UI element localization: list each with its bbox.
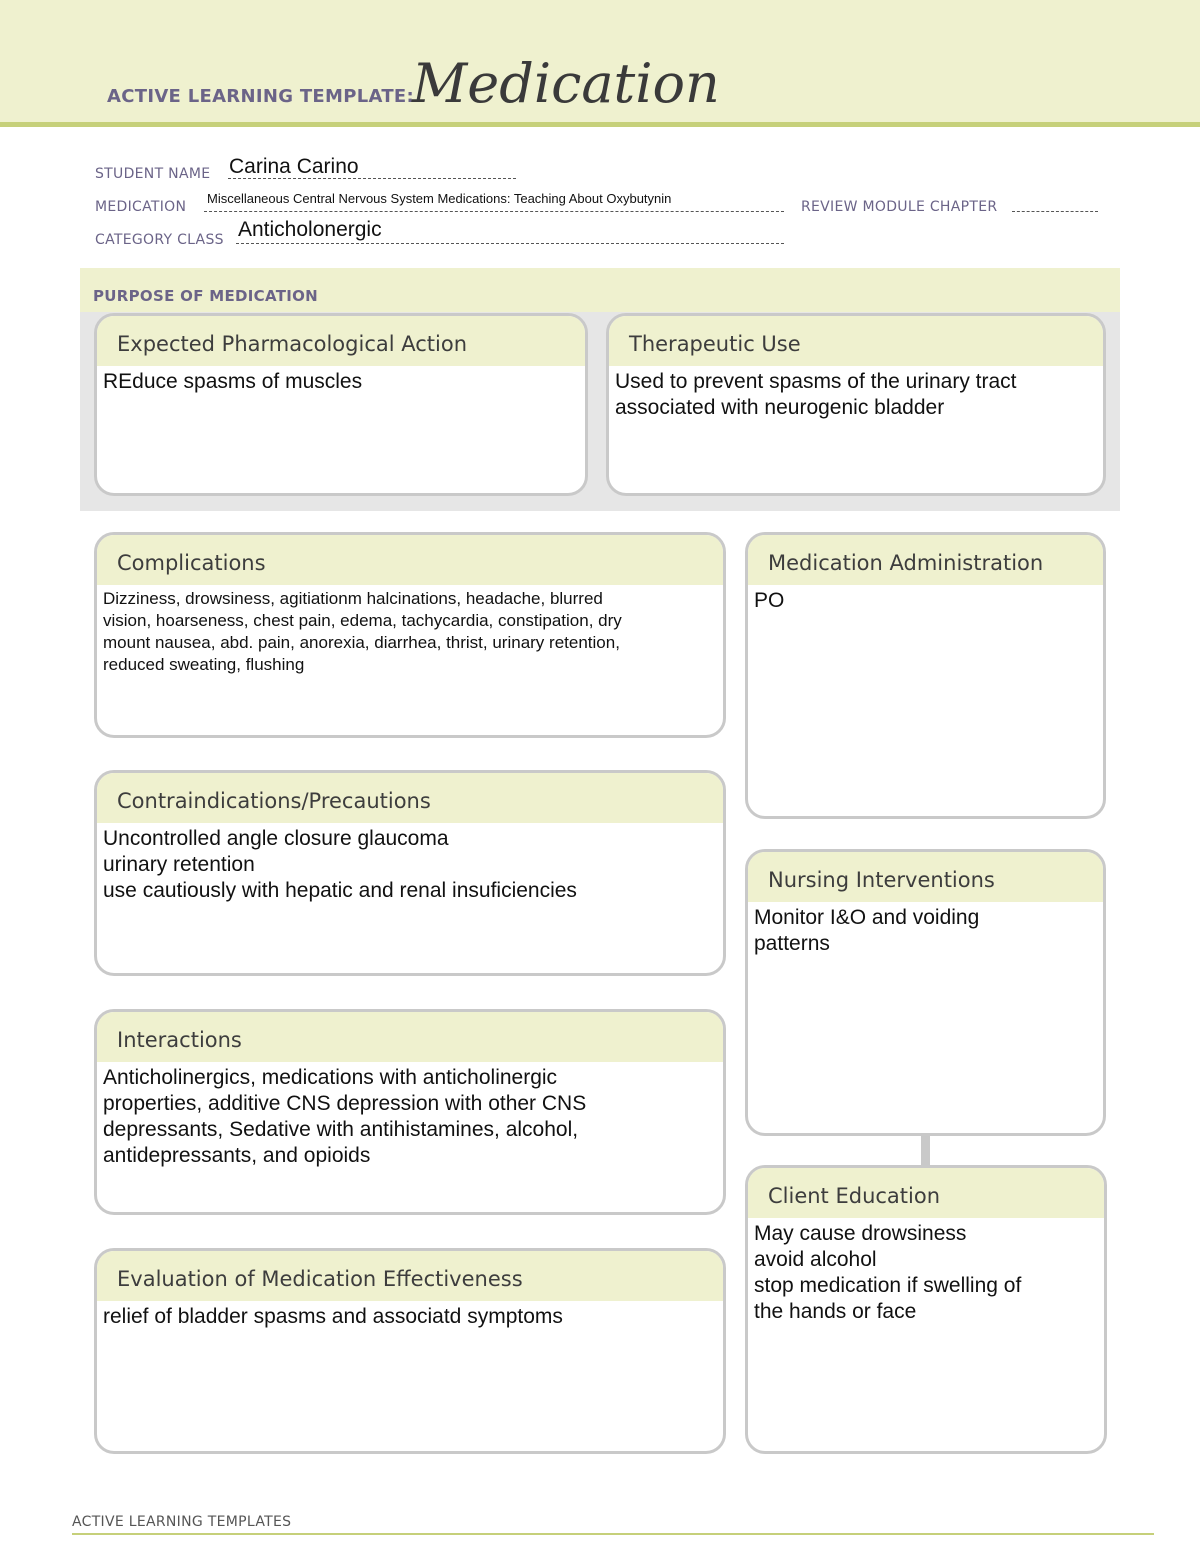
medication-administration-text[interactable]: PO xyxy=(754,589,785,612)
nursing-interventions-box[interactable] xyxy=(745,849,1106,1136)
interactions-box[interactable] xyxy=(94,1009,726,1215)
evaluation-title: Evaluation of Medication Effectiveness xyxy=(97,1251,723,1301)
complications-box[interactable] xyxy=(94,532,726,738)
student-name-underline xyxy=(228,178,516,179)
evaluation-text[interactable]: relief of bladder spasms and associatd symptoms xyxy=(103,1305,563,1328)
therapeutic-use-title: Therapeutic Use xyxy=(609,316,1103,366)
footer-divider xyxy=(72,1533,1154,1535)
complications-title: Complications xyxy=(97,535,723,585)
nursing-interventions-title: Nursing Interventions xyxy=(748,852,1103,902)
interactions-title: Interactions xyxy=(97,1012,723,1062)
contraindications-title: Contraindications/Precautions xyxy=(97,773,723,823)
medication-value[interactable]: Miscellaneous Central Nervous System Medications: Teaching About Oxybutynin xyxy=(207,191,672,206)
template-label: ACTIVE LEARNING TEMPLATE: xyxy=(107,86,414,107)
category-class-label: CATEGORY CLASS xyxy=(95,232,224,248)
review-module-underline[interactable] xyxy=(1012,211,1098,212)
expected-action-text[interactable]: REduce spasms of muscles xyxy=(103,370,363,393)
client-education-text[interactable]: May cause drowsiness avoid alcohol stop medication if swelling of the hands or face xyxy=(754,1222,1022,1323)
purpose-label: PURPOSE OF MEDICATION xyxy=(93,287,319,305)
client-education-title: Client Education xyxy=(748,1168,1104,1218)
box-connector xyxy=(921,1134,930,1166)
interactions-text[interactable]: Anticholinergics, medications with anticholinergic properties, additive CNS depression with other CNS depressants, Sedative with antihistamines, alcohol, antidepressants, and opioids xyxy=(103,1066,587,1167)
student-name-value[interactable]: Carina Carino xyxy=(229,155,359,178)
medication-administration-box[interactable] xyxy=(745,532,1106,819)
footer-label: ACTIVE LEARNING TEMPLATES xyxy=(72,1514,292,1530)
contraindications-text[interactable]: Uncontrolled angle closure glaucoma urinary retention use cautiously with hepatic and renal insuficiencies xyxy=(103,827,577,902)
evaluation-box[interactable] xyxy=(94,1248,726,1454)
therapeutic-use-box[interactable] xyxy=(606,313,1106,496)
contraindications-box[interactable] xyxy=(94,770,726,976)
student-name-label: STUDENT NAME xyxy=(95,166,211,182)
category-class-value[interactable]: Anticholonergic xyxy=(238,218,382,241)
nursing-interventions-text[interactable]: Monitor I&O and voiding patterns xyxy=(754,906,980,955)
therapeutic-use-text[interactable]: Used to prevent spasms of the urinary tract associated with neurogenic bladder xyxy=(615,370,1017,419)
header-divider xyxy=(0,122,1200,127)
medication-label: MEDICATION xyxy=(95,199,187,215)
category-class-underline xyxy=(236,243,784,244)
expected-action-title: Expected Pharmacological Action xyxy=(97,316,585,366)
expected-action-box[interactable] xyxy=(94,313,588,496)
client-education-box[interactable] xyxy=(745,1165,1107,1454)
medication-underline xyxy=(204,211,784,212)
review-module-label: REVIEW MODULE CHAPTER xyxy=(801,199,998,215)
complications-text[interactable]: Dizziness, drowsiness, agitiationm halcinations, headache, blurred vision, hoarseness, chest pain, edema, tachycardia, constipation, dry mount nausea, abd. pain, anorexia, diarrhea, thrist, urinary retention, reduced sweating, flushing xyxy=(103,589,622,674)
page-title: Medication xyxy=(412,52,720,115)
medication-administration-title: Medication Administration xyxy=(748,535,1103,585)
